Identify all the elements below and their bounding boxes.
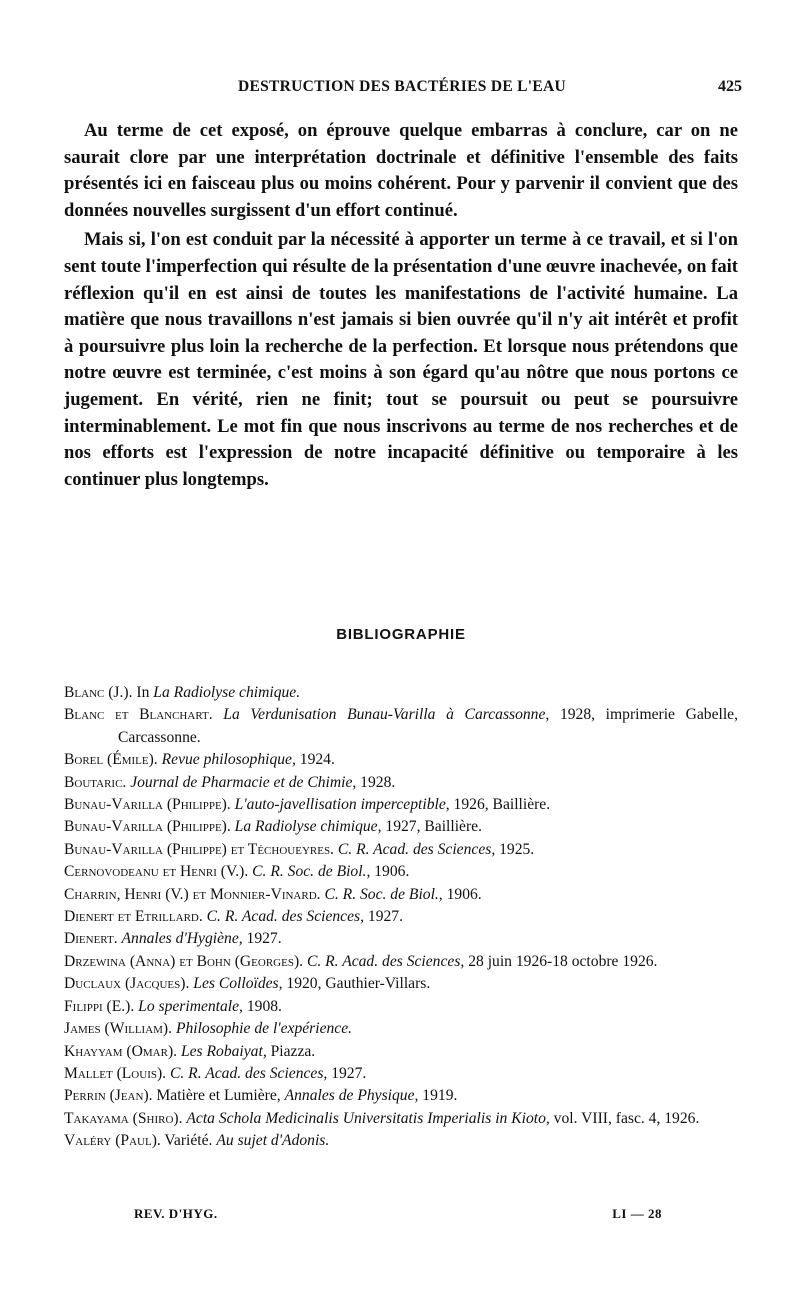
entry-title: La Radiolyse chimique, xyxy=(234,818,382,836)
bibliography-entry xyxy=(64,816,738,838)
bibliography-entry xyxy=(64,1108,738,1130)
bibliography-entry xyxy=(64,906,738,928)
entry-title: Philosophie de l'expérience. xyxy=(175,1020,353,1038)
bibliography-entry xyxy=(64,1018,738,1040)
entry-title: C. R. Soc. de Biol., xyxy=(324,885,443,903)
entry-details: 1924. xyxy=(295,751,335,769)
bibliography-entry xyxy=(64,1085,738,1107)
entry-author: Blanc et Blanchart. xyxy=(64,706,213,724)
bibliography-entry xyxy=(64,704,738,749)
bibliography-entry xyxy=(64,1130,738,1152)
entry-author: Bunau-Varilla (Philippe). xyxy=(64,818,231,836)
entry-author: Borel (Émile). xyxy=(64,751,158,769)
bibliography-entry xyxy=(64,861,738,883)
footer-journal: REV. D'HYG. xyxy=(134,1206,218,1221)
bibliography-entry xyxy=(64,973,738,995)
entry-details: 1926, Baillière. xyxy=(449,796,551,814)
entry-details: 1906. xyxy=(442,885,482,903)
entry-title: C. R. Acad. des Sciences, xyxy=(169,1064,328,1082)
entry-author: Bunau-Varilla (Philippe) et Téchoueyres. xyxy=(64,840,334,858)
entry-details: 1919. xyxy=(418,1087,458,1105)
body-text xyxy=(64,118,738,496)
entry-title: C. R. Acad. des Sciences, xyxy=(306,952,465,970)
entry-title: C. R. Acad. des Sciences, xyxy=(206,908,364,926)
bibliography-entry xyxy=(64,682,738,704)
entry-author: Blanc (J.). xyxy=(64,684,133,701)
entry-author: Bunau-Varilla (Philippe). xyxy=(64,796,231,814)
entry-details: 1927. xyxy=(327,1064,367,1082)
entry-title: Au sujet d'Adonis. xyxy=(216,1132,330,1150)
bibliography-entry xyxy=(64,1063,738,1085)
page-footer xyxy=(134,1206,662,1226)
paragraph: Au terme de cet exposé, on éprouve quelque embarras à conclure, car on ne saurait clore par une interprétation doctrinale et définitive l'ensemble des faits présentés ici en faisceau plus ou moins cohérent. Pour y parvenir il convient que des données nouvelles surgissent d'un effort continué. xyxy=(64,120,738,221)
entry-text: In xyxy=(132,684,154,701)
entry-author: Charrin, Henri (V.) et Monnier-Vinard. xyxy=(64,885,321,903)
entry-details: 1920, Gauthier-Villars. xyxy=(282,975,431,993)
entry-title: La Verdunisation Bunau-Varilla à Carcassonne, xyxy=(223,706,550,724)
entry-title: Acta Schola Medicinalis Universitatis Imperialis in Kioto, xyxy=(186,1109,550,1127)
entry-details: Piazza. xyxy=(266,1042,316,1060)
entry-author: Perrin (Jean). xyxy=(64,1087,153,1105)
entry-author: Filippi (E.). xyxy=(64,997,135,1015)
entry-title: Annales de Physique, xyxy=(284,1087,419,1105)
entry-details: 1925. xyxy=(495,840,535,858)
entry-details: 1928. xyxy=(356,773,396,791)
entry-details: 1928, imprimerie Gabelle, Carcassonne. xyxy=(118,706,738,746)
page-number: 425 xyxy=(718,78,742,95)
entry-author: Drzewina (Anna) et Bohn (Georges). xyxy=(64,952,304,970)
entry-author: Valéry (Paul). xyxy=(64,1132,161,1150)
entry-title: Les Colloïdes, xyxy=(193,975,283,993)
bibliography-entry xyxy=(64,772,738,794)
bibliography-entry xyxy=(64,928,738,950)
running-title: DESTRUCTION DES BACTÉRIES DE L'EAU xyxy=(237,78,567,95)
running-header xyxy=(62,78,742,100)
entry-title: L'auto-javellisation imperceptible, xyxy=(234,796,450,814)
entry-details: 1908. xyxy=(242,997,282,1015)
paragraph: Mais si, l'on est conduit par la nécessité à apporter un terme à ce travail, et si l'on sent toute l'imperfection qui résulte de la présentation d'une œuvre inachevée, on fait réflexion qu'il en est ainsi de toutes les manifestations de l'activité humaine. La matière que nous travaillons n'est jamais si bien ouvrée qu'il n'y ait intérêt et profit à poursuivre plus loin la recherche de la perfection. Et lorsque nous prétendons que notre œuvre est terminée, c'est moins à son égard qu'au nôtre que nous portons ce jugement. En vérité, rien ne finit; tout se poursuit ou peut se poursuivre interminablement. Le mot fin que nous inscrivons au terme de nos recherches et de nos efforts est l'expression de notre incapacité définitive ou temporaire à les continuer plus longtemps. xyxy=(64,229,738,490)
bibliography-entry xyxy=(64,1041,738,1063)
entry-text xyxy=(213,706,224,723)
bibliography-list xyxy=(64,682,738,1153)
bibliography-entry xyxy=(64,839,738,861)
entry-author: Dienert et Etrillard. xyxy=(64,908,203,926)
entry-author: James (William). xyxy=(64,1020,173,1038)
entry-details: 1906. xyxy=(370,863,410,881)
entry-author: Duclaux (Jacques). xyxy=(64,975,190,993)
bibliography-entry xyxy=(64,884,738,906)
entry-title: Annales d'Hygiène, xyxy=(121,930,243,948)
footer-signature: LI — 28 xyxy=(612,1206,662,1221)
bibliography-entry xyxy=(64,996,738,1018)
entry-title: C. R. Acad. des Sciences, xyxy=(337,840,496,858)
entry-title: Journal de Pharmacie et de Chimie, xyxy=(130,773,357,791)
entry-author: Khayyam (Omar). xyxy=(64,1042,178,1060)
entry-details: 1927. xyxy=(242,930,282,948)
entry-title: Revue philosophique, xyxy=(161,751,296,769)
bibliography-entry xyxy=(64,749,738,771)
entry-details: 1927. xyxy=(364,908,403,926)
entry-title: C. R. Soc. de Biol., xyxy=(252,863,371,881)
entry-title: Lo sperimentale, xyxy=(138,997,243,1015)
entry-author: Takayama (Shiro). xyxy=(64,1109,183,1127)
entry-author: Cernovodeanu et Henri (V.). xyxy=(64,863,249,881)
entry-details: vol. VIII, fasc. 4, 1926. xyxy=(549,1109,700,1127)
bibliography-heading: BIBLIOGRAPHIE xyxy=(336,626,466,643)
entry-text: Matière et Lumière, xyxy=(152,1087,285,1105)
entry-details: 1927, Baillière. xyxy=(381,818,482,836)
bibliography-entry xyxy=(64,794,738,816)
entry-author: Mallet (Louis). xyxy=(64,1064,167,1082)
entry-text: Variété. xyxy=(160,1132,217,1150)
entry-author: Boutaric. xyxy=(64,773,127,791)
entry-title: Les Robaiyat, xyxy=(180,1042,267,1060)
entry-author: Dienert. xyxy=(64,930,118,948)
entry-details: 28 juin 1926-18 octobre 1926. xyxy=(464,952,658,970)
bibliography-entry xyxy=(64,951,738,973)
entry-title: La Radiolyse chimique. xyxy=(153,684,301,701)
